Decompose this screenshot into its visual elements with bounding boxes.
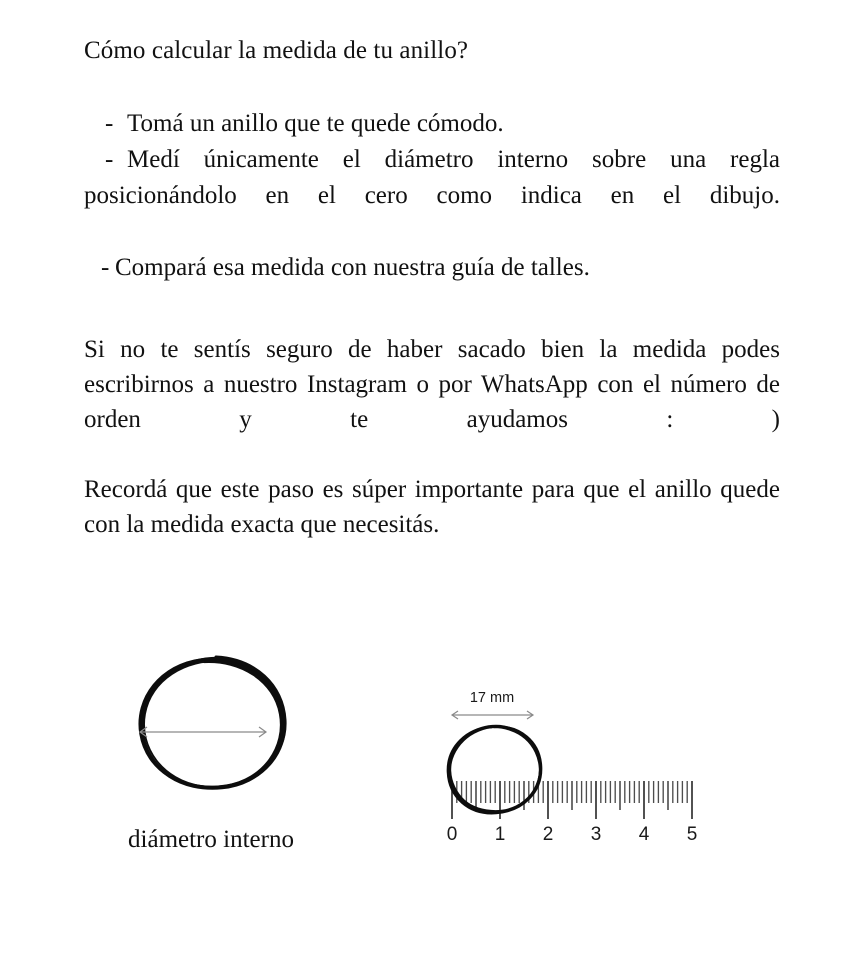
inner-diameter-arrow — [140, 727, 266, 737]
page-title: Cómo calcular la medida de tu anillo? — [84, 37, 469, 64]
ruler-scale-labels — [447, 824, 698, 845]
note-paragraph-reminder: Recordá que este paso es súper importante para que el anillo quede con la medida exacta que necesitás. — [84, 476, 780, 538]
list-bullet-dash: - — [105, 146, 114, 173]
list-bullet-dash: - — [101, 254, 110, 281]
ruler-with-ring-diagram — [432, 680, 722, 860]
ring-sketch-on-ruler-icon — [448, 726, 541, 813]
ring-sketch-icon — [96, 620, 326, 820]
note-paragraph-support: Si no te sentís seguro de haber sacado bien la medida podes escribirnos a nuestro Instagram o por WhatsApp con el número de orden y te ayudamos : ) — [84, 336, 780, 433]
list-item-label: Compará esa medida con nuestra guía de talles. — [115, 254, 590, 281]
list-item-label: Tomá un anillo que te quede cómodo. — [127, 110, 504, 137]
instructions-text-block — [84, 34, 780, 542]
list-bullet-dash: - — [105, 110, 114, 137]
list-item — [84, 142, 780, 250]
ruler-tick-label: 1 — [494, 824, 506, 845]
ring-diameter-figure — [96, 620, 326, 853]
steps-list — [84, 106, 780, 286]
ruler-tick-label: 5 — [686, 824, 698, 845]
ruler-tick-label: 2 — [542, 824, 554, 845]
list-item — [84, 106, 780, 142]
ruler-tick-label: 0 — [446, 824, 458, 845]
list-item — [84, 250, 780, 286]
ring-figure-caption: diámetro interno — [128, 826, 294, 853]
list-item-label: Medí únicamente el diámetro interno sobre una regla posicionándolo en el cero como indica en el dibujo. — [84, 146, 780, 209]
notes-block — [84, 332, 780, 542]
measurement-label: 17 mm — [469, 690, 515, 706]
measurement-arrow — [452, 711, 533, 719]
ruler-tick-label: 3 — [590, 824, 602, 845]
figures-area — [0, 600, 865, 900]
ruler-tick-label: 4 — [638, 824, 650, 845]
ruler-measurement-figure — [432, 680, 722, 860]
